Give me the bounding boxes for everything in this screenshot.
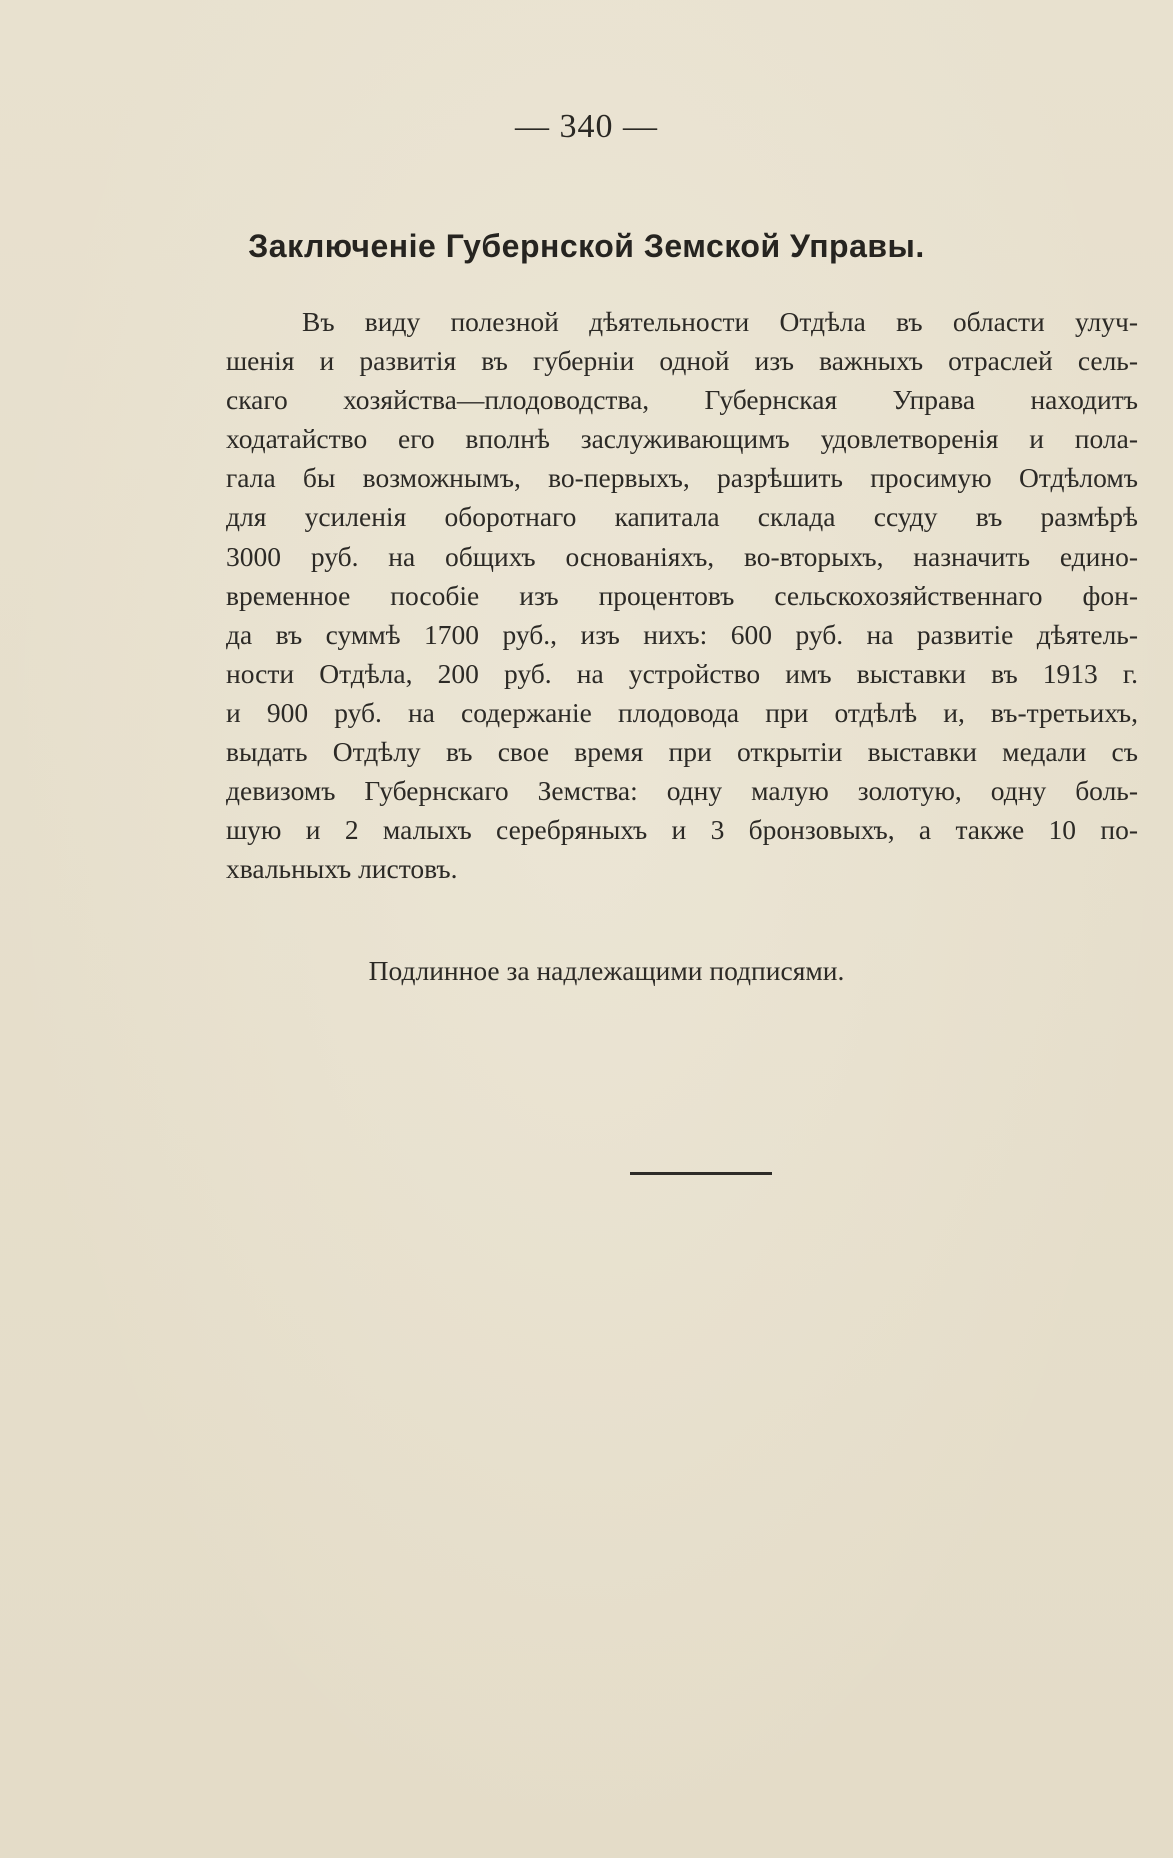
paragraph-line: и 900 руб. на содержаніе плодовода при отдѣлѣ и, въ-третьихъ, [226,696,1138,728]
paragraph-line: Въ виду полезной дѣятельности Отдѣла въ области улуч- [302,306,1138,337]
paragraph-line: скаго хозяйства—плодоводства, Губернская Управа находитъ [226,384,1138,416]
page-number: — 340 — [515,108,658,145]
paragraph-line: для усиленія оборотнаго капитала склада ссуду въ размѣрѣ [226,501,1138,533]
horizontal-rule [630,1172,772,1175]
section-heading: Заключеніе Губернской Земской Управы. [248,228,925,264]
paragraph-line: хвальныхъ листовъ. [226,853,458,885]
paragraph-line: гала бы возможнымъ, во-первыхъ, разрѣшить просимую Отдѣломъ [226,462,1138,494]
paragraph-line: временное пособіе изъ процентовъ сельскохозяйственнаго фон- [226,579,1138,611]
paragraph-line: ности Отдѣла, 200 руб. на устройство имъ выставки въ 1913 г. [226,657,1138,689]
paragraph-line: шую и 2 малыхъ серебряныхъ и 3 бронзовыхъ, а также 10 по- [226,814,1138,846]
paragraph-line: шенія и развитія въ губерніи одной изъ важныхъ отраслей сель- [226,345,1138,377]
conclusion-paragraph [226,302,1138,888]
paragraph-line: выдать Отдѣлу въ свое время при открытіи выставки медали съ [226,736,1138,768]
paragraph-line: ходатайство его вполнѣ заслуживающимъ удовлетворенія и пола- [226,423,1138,455]
signature-note: Подлинное за надлежащими подписями. [368,955,845,986]
paragraph-line: да въ суммѣ 1700 руб., изъ нихъ: 600 руб. на развитіе дѣятель- [226,618,1138,650]
paragraph-line: девизомъ Губернскаго Земства: одну малую золотую, одну боль- [226,775,1138,807]
paragraph-line: 3000 руб. на общихъ основаніяхъ, во-вторыхъ, назначить едино- [226,540,1138,572]
